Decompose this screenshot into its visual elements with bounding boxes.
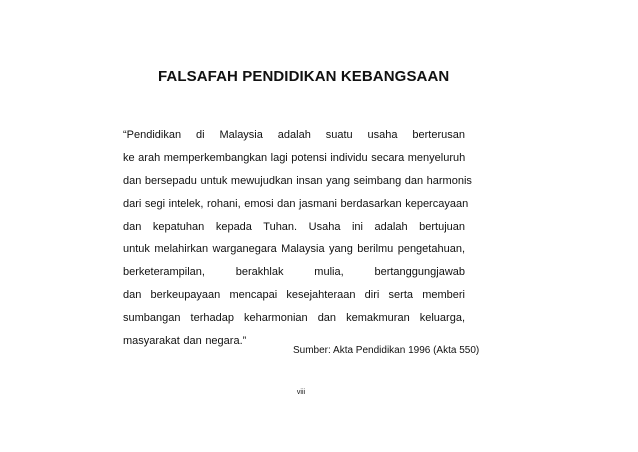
page-number: viii (296, 389, 306, 396)
page-title: FALSAFAH PENDIDIKAN KEBANGSAAN (158, 68, 450, 85)
philosophy-paragraph (123, 124, 472, 353)
paragraph-line: sumbangan terhadap keharmonian dan kemakmuran keluarga, (123, 312, 465, 325)
paragraph-line: berketerampilan, berakhlak mulia, bertanggungjawab (123, 266, 465, 279)
paragraph-line: dan bersepadu untuk mewujudkan insan yang seimbang dan harmonis (123, 174, 472, 187)
paragraph-line: ke arah memperkembangkan lagi potensi individu secara menyeluruh (123, 151, 466, 164)
paragraph-line: dan kepatuhan kepada Tuhan. Usaha ini adalah bertujuan (123, 220, 465, 233)
paragraph-line: dan berkeupayaan mencapai kesejahteraan diri serta memberi (123, 289, 465, 302)
paragraph-line: dari segi intelek, rohani, emosi dan jasmani berdasarkan kepercayaan (123, 197, 469, 210)
paragraph-line: “Pendidikan di Malaysia adalah suatu usaha berterusan (123, 129, 465, 141)
paragraph-line: masyarakat dan negara.” (123, 335, 247, 348)
paragraph-line: untuk melahirkan warganegara Malaysia yang berilmu pengetahuan, (123, 243, 465, 256)
source-citation: Sumber: Akta Pendidikan 1996 (Akta 550) (293, 345, 480, 356)
